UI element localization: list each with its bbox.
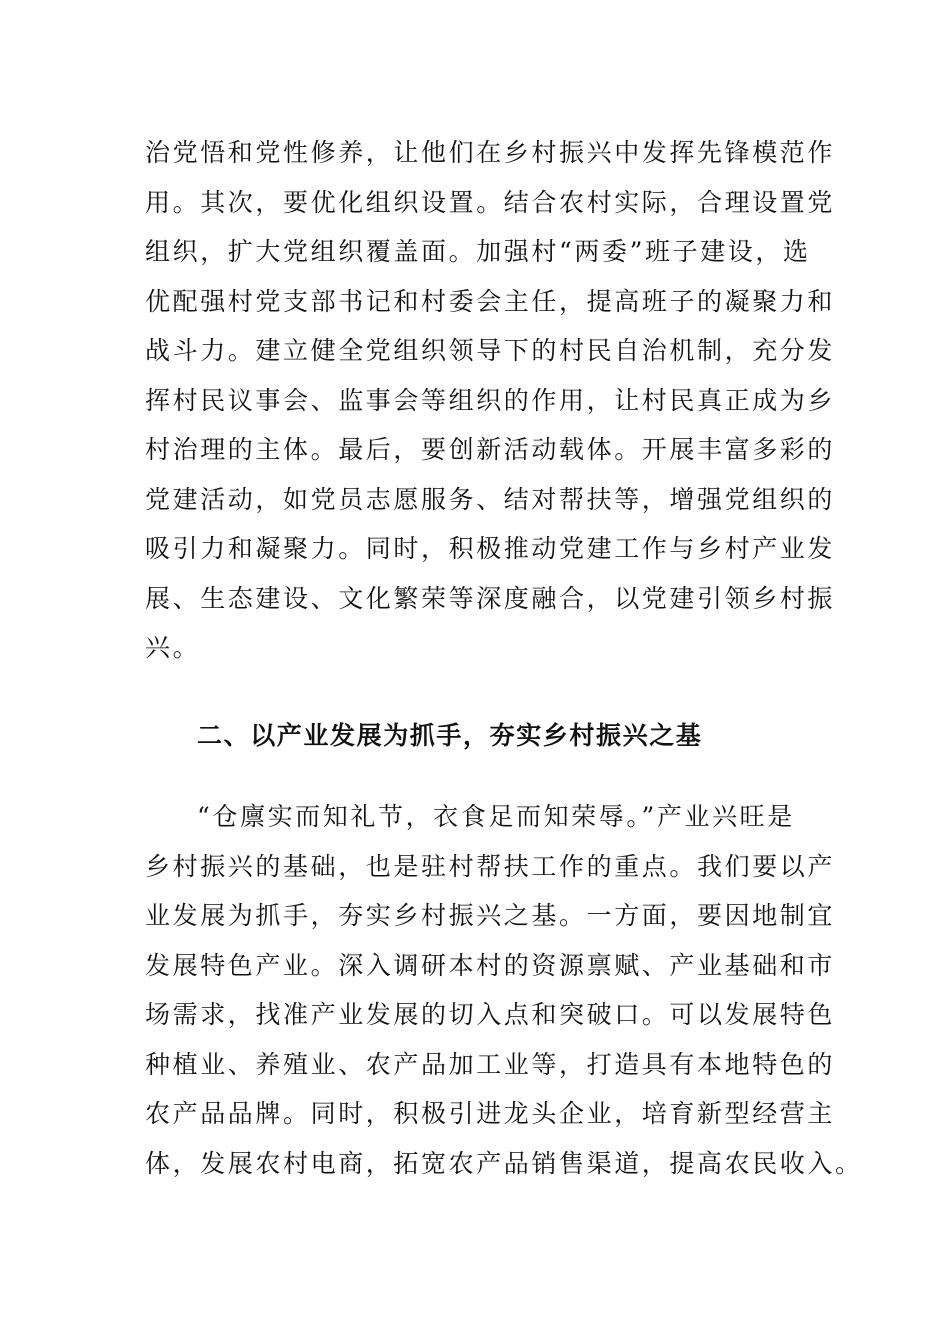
- text-line: 党建活动，如党员志愿服务、结对帮扶等，增强党组织的: [145, 484, 836, 514]
- text-line: 挥村民议事会、监事会等组织的作用，让村民真正成为乡: [145, 385, 836, 415]
- text-line: 兴。: [145, 633, 201, 662]
- text-line: 用。其次，要优化组织设置。结合农村实际，合理设置党: [145, 187, 836, 217]
- section-heading: 二、以产业发展为抓手，夯实乡村振兴之基: [197, 721, 703, 750]
- text-line: 优配强村党支部书记和村委会主任，提高班子的凝聚力和: [145, 286, 836, 316]
- text-line: 种植业、养殖业、农产品加工业等，打造具有本地特色的: [145, 1049, 836, 1079]
- paragraph-party-building: [145, 128, 836, 673]
- text-line: 发展特色产业。深入调研本村的资源禀赋、产业基础和市: [145, 950, 836, 980]
- text-line: 治党悟和党性修养，让他们在乡村振兴中发挥先锋模范作: [145, 138, 836, 167]
- text-line: 农产品品牌。同时，积极引进龙头企业，培育新型经营主: [145, 1099, 836, 1128]
- text-line: 组织，扩大党组织覆盖面。加强村“两委”班子建设，选: [145, 237, 811, 266]
- text-line: 战斗力。建立健全党组织领导下的村民自治机制，充分发: [145, 336, 836, 365]
- text-line: 展、生态建设、文化繁荣等深度融合，以党建引领乡村振: [145, 583, 836, 613]
- paragraph-industry-development: [145, 792, 863, 1188]
- text-line: 场需求，找准产业发展的切入点和突破口。可以发展特色: [145, 1000, 836, 1029]
- text-line: 乡村振兴的基础，也是驻村帮扶工作的重点。我们要以产: [145, 851, 836, 881]
- text-line: 体，发展农村电商，拓宽农产品销售渠道，提高农民收入。: [145, 1148, 863, 1178]
- text-line: 村治理的主体。最后，要创新活动载体。开展丰富多彩的: [145, 435, 836, 464]
- text-line: “仓廪实而知礼节，衣食足而知荣辱。”产业兴旺是: [197, 802, 795, 831]
- text-line: 业发展为抓手，夯实乡村振兴之基。一方面，要因地制宜: [145, 901, 836, 930]
- text-line: 吸引力和凝聚力。同时，积极推动党建工作与乡村产业发: [145, 534, 836, 563]
